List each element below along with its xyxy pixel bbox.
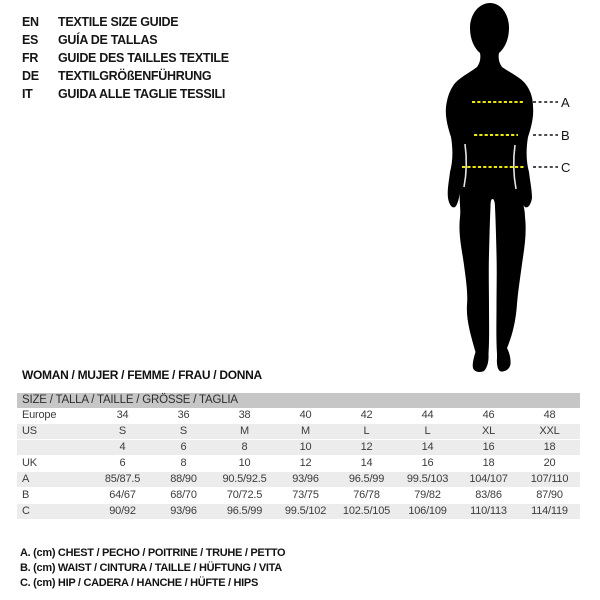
size-table-body [17, 408, 580, 520]
table-row [17, 424, 580, 440]
table-cell: S [179, 425, 188, 437]
size-table [17, 393, 580, 520]
language-row [22, 67, 229, 85]
language-row [22, 13, 229, 31]
language-label: GUIDA ALLE TAGLIE TESSILI [58, 87, 226, 101]
woman-figure-diagram [413, 2, 583, 376]
table-cell: 114/119 [531, 505, 568, 517]
table-cell: 96.5/99 [226, 505, 263, 517]
table-cell: 8 [180, 457, 187, 469]
table-cell: 85/87.5 [104, 473, 141, 485]
woman-silhouette [446, 3, 533, 372]
table-cell: 90.5/92.5 [222, 473, 267, 485]
language-label: GUIDE DES TAILLES TEXTILE [58, 51, 229, 65]
table-cell: 110/113 [470, 505, 507, 517]
table-cell: 12 [360, 441, 373, 453]
table-cell: 6 [180, 441, 187, 453]
table-cell: 107/110 [530, 473, 569, 485]
table-cell: 4 [119, 441, 126, 453]
language-row [22, 85, 229, 103]
table-row-label: A [22, 473, 30, 485]
table-row-label: B [22, 489, 30, 501]
table-cell: 64/67 [109, 489, 136, 501]
language-row [22, 31, 229, 49]
table-cell: 73/75 [292, 489, 319, 501]
table-cell: 88/90 [170, 473, 197, 485]
table-cell: 44 [421, 409, 434, 421]
marker-c-label: C [561, 160, 571, 175]
table-row-label: UK [22, 457, 37, 469]
language-label: GUÍA DE TALLAS [58, 33, 158, 47]
table-cell: 10 [238, 457, 251, 469]
legend-line: A. (cm) CHEST / PECHO / POITRINE / TRUHE / PETTO [20, 547, 286, 559]
marker-b-label: B [561, 128, 570, 143]
table-cell: 90/92 [109, 505, 136, 517]
table-cell: 16 [421, 457, 434, 469]
table-cell: XL [481, 425, 496, 437]
table-row [17, 440, 580, 456]
table-row-label: US [22, 425, 37, 437]
table-cell: 102.5/105 [342, 505, 391, 517]
language-code: FR [22, 51, 39, 65]
table-row-label [17, 440, 92, 455]
table-row [17, 488, 580, 504]
language-code: EN [22, 15, 39, 29]
language-label: TEXTILGRÖßENFÜHRUNG [58, 69, 212, 83]
table-cell: 99.5/103 [406, 473, 449, 485]
marker-a-label: A [561, 95, 570, 110]
language-title-block [22, 13, 229, 103]
table-cell: 93/96 [170, 505, 197, 517]
table-cell: 10 [299, 441, 312, 453]
table-cell: 46 [482, 409, 495, 421]
table-cell: XXL [539, 425, 560, 437]
table-row [17, 472, 580, 488]
table-cell: M [301, 425, 310, 437]
table-cell: L [424, 425, 431, 437]
table-cell: M [240, 425, 249, 437]
table-cell: 14 [360, 457, 373, 469]
table-row [17, 504, 580, 520]
table-cell: 16 [482, 441, 495, 453]
table-cell: 12 [299, 457, 312, 469]
language-code: DE [22, 69, 39, 83]
legend-line: B. (cm) WAIST / CINTURA / TAILLE / HÜFTUNG / VITA [20, 562, 282, 574]
size-table-header: SIZE / TALLA / TAILLE / GRÖSSE / TAGLIA [17, 393, 580, 408]
table-cell: 99.5/102 [284, 505, 327, 517]
table-cell: 6 [119, 457, 126, 469]
table-cell: 76/78 [353, 489, 380, 501]
language-code: ES [22, 33, 39, 47]
table-cell: 20 [543, 457, 556, 469]
table-cell: S [118, 425, 127, 437]
table-cell: 106/109 [408, 505, 447, 517]
table-cell: 8 [241, 441, 248, 453]
table-cell: 104/107 [469, 473, 508, 485]
table-row-label: C [22, 505, 30, 517]
measurement-legend [20, 546, 285, 591]
table-cell: 18 [543, 441, 556, 453]
language-code: IT [22, 87, 33, 101]
table-row [17, 456, 580, 472]
table-cell: 96.5/99 [348, 473, 385, 485]
table-cell: 36 [177, 409, 190, 421]
legend-line: C. (cm) HIP / CADERA / HANCHE / HÜFTE / HIPS [20, 577, 258, 589]
table-cell: 42 [360, 409, 373, 421]
table-cell: 93/96 [292, 473, 319, 485]
table-row [17, 408, 580, 424]
table-cell: 87/90 [536, 489, 563, 501]
table-cell: 79/82 [414, 489, 441, 501]
table-cell: 38 [238, 409, 251, 421]
table-cell: 70/72.5 [226, 489, 263, 501]
language-label: TEXTILE SIZE GUIDE [58, 15, 179, 29]
section-title-woman: WOMAN / MUJER / FEMME / FRAU / DONNA [22, 368, 262, 382]
table-cell: 48 [543, 409, 556, 421]
table-cell: 18 [482, 457, 495, 469]
table-row-label: Europe [22, 409, 57, 421]
table-cell: L [363, 425, 370, 437]
language-row [22, 49, 229, 67]
table-cell: 14 [421, 441, 434, 453]
table-cell: 68/70 [170, 489, 197, 501]
table-cell: 83/86 [475, 489, 502, 501]
table-cell: 34 [116, 409, 129, 421]
table-cell: 40 [299, 409, 312, 421]
